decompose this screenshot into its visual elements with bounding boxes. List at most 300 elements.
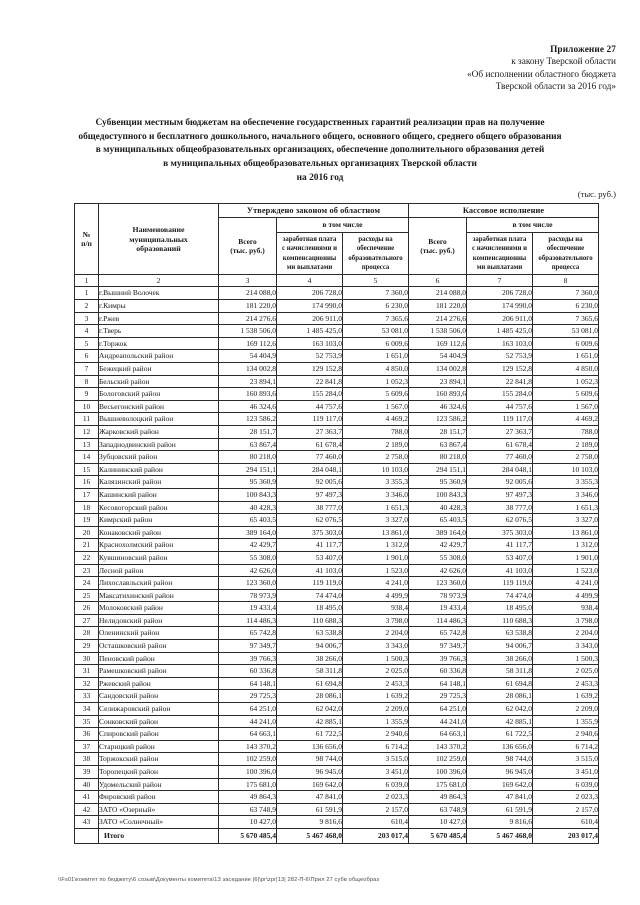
- group-header-executed: Кассовое исполнение: [409, 204, 599, 218]
- row-value-col-3: 100 396,0: [219, 766, 277, 779]
- row-value-col-5: 10 103,0: [343, 463, 409, 476]
- approved-total-l1: Всего: [238, 237, 257, 247]
- row-value-col-7: 155 284,0: [467, 388, 533, 401]
- row-number: 12: [75, 425, 99, 438]
- row-value-col-3: 19 433,4: [219, 602, 277, 615]
- colnum-6: 6: [409, 275, 467, 287]
- row-value-col-5: 4 241,0: [343, 577, 409, 590]
- row-value-col-6: 95 360,9: [409, 476, 467, 489]
- row-value-col-5: 1 500,3: [343, 652, 409, 665]
- row-value-col-6: 114 486,3: [409, 614, 467, 627]
- row-municipality-name: Селижаровский район: [99, 703, 219, 716]
- row-value-col-6: 19 433,4: [409, 602, 467, 615]
- total-value-col-6: 5 670 485,4: [409, 828, 467, 843]
- row-value-col-4: 53 407,0: [277, 551, 343, 564]
- row-value-col-7: 136 656,0: [467, 740, 533, 753]
- row-municipality-name: Вышневолоцкий район: [99, 413, 219, 426]
- table-row: [75, 438, 599, 451]
- row-value-col-7: 9 816,6: [467, 816, 533, 829]
- row-value-col-7: 58 311,8: [467, 665, 533, 678]
- col-header-number-l1: №: [82, 229, 91, 239]
- row-value-col-7: 52 753,9: [467, 350, 533, 363]
- row-number: 15: [75, 463, 99, 476]
- row-value-col-4: 61 591,9: [277, 803, 343, 816]
- row-municipality-name: Лесной район: [99, 564, 219, 577]
- row-value-col-7: 41 117,7: [467, 539, 533, 552]
- row-value-col-6: 29 725,3: [409, 690, 467, 703]
- row-value-col-8: 2 758,0: [533, 451, 599, 464]
- row-number: 18: [75, 501, 99, 514]
- row-number: 10: [75, 400, 99, 413]
- row-number: 1: [75, 287, 99, 300]
- row-municipality-name: Конаковский район: [99, 526, 219, 539]
- row-number: 7: [75, 363, 99, 376]
- row-value-col-6: 80 218,0: [409, 451, 467, 464]
- table-row: [75, 300, 599, 313]
- row-value-col-7: 63 538,8: [467, 627, 533, 640]
- table-row: [75, 703, 599, 716]
- table-row: [75, 640, 599, 653]
- approved-expenses-l2: обеспечение: [356, 245, 395, 253]
- subgroup-header-executed-incl: в том числе: [467, 218, 599, 232]
- row-value-col-4: 169 642,0: [277, 778, 343, 791]
- document-header: [316, 44, 616, 94]
- row-value-col-8: 1 312,0: [533, 539, 599, 552]
- table-row: [75, 766, 599, 779]
- row-value-col-6: 64 663,1: [409, 728, 467, 741]
- row-value-col-3: 10 427,0: [219, 816, 277, 829]
- row-value-col-5: 2 204,0: [343, 627, 409, 640]
- row-number: 23: [75, 564, 99, 577]
- table-total-row: [75, 828, 599, 843]
- row-value-col-5: 3 343,0: [343, 640, 409, 653]
- row-value-col-5: 3 346,0: [343, 488, 409, 501]
- row-number: 24: [75, 577, 99, 590]
- row-value-col-4: 110 688,3: [277, 614, 343, 627]
- row-municipality-name: Рамешковский район: [99, 665, 219, 678]
- row-value-col-7: 169 642,0: [467, 778, 533, 791]
- col-header-approved-salary: [277, 232, 343, 275]
- col-header-municipality-l3: образований: [136, 243, 181, 253]
- row-value-col-8: 938,4: [533, 602, 599, 615]
- row-value-col-7: 62 076,5: [467, 514, 533, 527]
- row-value-col-7: 27 363,7: [467, 425, 533, 438]
- row-value-col-7: 53 407,0: [467, 551, 533, 564]
- table-row: [75, 413, 599, 426]
- row-number: 9: [75, 388, 99, 401]
- row-value-col-6: 65 403,5: [409, 514, 467, 527]
- row-value-col-4: 44 757,6: [277, 400, 343, 413]
- table-row: [75, 791, 599, 804]
- table-row: [75, 425, 599, 438]
- row-value-col-3: 97 349,7: [219, 640, 277, 653]
- row-municipality-name: Максатихинский район: [99, 589, 219, 602]
- row-value-col-7: 110 688,3: [467, 614, 533, 627]
- col-header-municipality-l1: Наименование: [132, 225, 185, 235]
- row-value-col-7: 61 678,4: [467, 438, 533, 451]
- row-municipality-name: Зубцовский район: [99, 451, 219, 464]
- row-value-col-6: 123 360,0: [409, 577, 467, 590]
- approved-expenses-l1: расходы на: [358, 235, 393, 243]
- row-value-col-6: 123 586,2: [409, 413, 467, 426]
- table-row: [75, 602, 599, 615]
- title-line-3: в муниципальных общеобразовательных организациях, обеспечение дополнительного образования детей: [95, 145, 545, 156]
- row-value-col-3: 160 893,6: [219, 388, 277, 401]
- row-value-col-7: 119 119,0: [467, 577, 533, 590]
- row-value-col-5: 3 451,0: [343, 766, 409, 779]
- row-municipality-name: ЗАТО «Солнечный»: [99, 816, 219, 829]
- table-row: [75, 312, 599, 325]
- row-value-col-5: 53 081,0: [343, 325, 409, 338]
- title-line-1: Субвенции местным бюджетам на обеспечение государственных гарантий реализации прав на получение: [95, 118, 545, 128]
- row-number: 27: [75, 614, 99, 627]
- table-row: [75, 501, 599, 514]
- colnum-7: 7: [467, 275, 533, 287]
- row-value-col-3: 100 843,3: [219, 488, 277, 501]
- row-value-col-8: 2 157,0: [533, 803, 599, 816]
- appendix-number: Приложение 27: [550, 45, 616, 55]
- row-number: 14: [75, 451, 99, 464]
- row-value-col-8: 1 639,2: [533, 690, 599, 703]
- row-value-col-5: 2 157,0: [343, 803, 409, 816]
- row-value-col-7: 61 722,5: [467, 728, 533, 741]
- table-row: [75, 589, 599, 602]
- row-value-col-5: 2 758,0: [343, 451, 409, 464]
- table-row: [75, 526, 599, 539]
- row-value-col-3: 42 626,0: [219, 564, 277, 577]
- row-value-col-5: 4 499,9: [343, 589, 409, 602]
- row-value-col-4: 119 119,0: [277, 577, 343, 590]
- row-value-col-6: 175 681,0: [409, 778, 467, 791]
- row-value-col-5: 4 469,2: [343, 413, 409, 426]
- row-value-col-7: 206 911,0: [467, 312, 533, 325]
- table-row: [75, 677, 599, 690]
- row-value-col-7: 129 152,8: [467, 363, 533, 376]
- row-number: 31: [75, 665, 99, 678]
- row-value-col-6: 78 973,9: [409, 589, 467, 602]
- row-number: 21: [75, 539, 99, 552]
- executed-expenses-l3: образовательного: [538, 254, 593, 262]
- row-value-col-7: 97 497,3: [467, 488, 533, 501]
- row-value-col-4: 74 474,0: [277, 589, 343, 602]
- row-number: 11: [75, 413, 99, 426]
- row-number: 33: [75, 690, 99, 703]
- row-municipality-name: Удомельский район: [99, 778, 219, 791]
- units-note: (тыс. руб.): [577, 189, 616, 199]
- row-value-col-7: 61 694,8: [467, 677, 533, 690]
- row-municipality-name: Андреапольский район: [99, 350, 219, 363]
- table-row: [75, 514, 599, 527]
- row-value-col-5: 3 798,0: [343, 614, 409, 627]
- row-value-col-4: 27 363,7: [277, 425, 343, 438]
- row-value-col-5: 7 365,6: [343, 312, 409, 325]
- table-row: [75, 337, 599, 350]
- row-municipality-name: Спировский район: [99, 728, 219, 741]
- table-row: [75, 551, 599, 564]
- table-row: [75, 652, 599, 665]
- row-value-col-6: 42 429,7: [409, 539, 467, 552]
- row-value-col-4: 97 497,3: [277, 488, 343, 501]
- row-value-col-6: 10 427,0: [409, 816, 467, 829]
- row-number: 32: [75, 677, 99, 690]
- table-row: [75, 325, 599, 338]
- executed-salary-l1: заработная плата: [472, 235, 527, 243]
- row-value-col-6: 1 538 506,0: [409, 325, 467, 338]
- row-value-col-5: 1 567,0: [343, 400, 409, 413]
- row-value-col-8: 1 052,3: [533, 375, 599, 388]
- row-value-col-7: 74 474,0: [467, 589, 533, 602]
- row-municipality-name: Кувшиновский район: [99, 551, 219, 564]
- executed-total-l1: Всего: [428, 237, 447, 247]
- row-value-col-6: 181 220,0: [409, 300, 467, 313]
- row-value-col-8: 13 861,0: [533, 526, 599, 539]
- row-number: 25: [75, 589, 99, 602]
- header-line-law: к закону Тверской области: [511, 57, 616, 68]
- row-value-col-6: 44 241,0: [409, 715, 467, 728]
- row-value-col-6: 28 151,7: [409, 425, 467, 438]
- row-value-col-3: 23 894,1: [219, 375, 277, 388]
- executed-expenses-l4: процесса: [551, 264, 580, 272]
- row-value-col-7: 98 744,0: [467, 753, 533, 766]
- row-value-col-5: 1 651,0: [343, 350, 409, 363]
- row-number: 22: [75, 551, 99, 564]
- table-row: [75, 451, 599, 464]
- row-value-col-7: 38 266,0: [467, 652, 533, 665]
- row-value-col-8: 7 360,0: [533, 287, 599, 300]
- row-value-col-4: 62 042,0: [277, 703, 343, 716]
- row-value-col-5: 1 901,0: [343, 551, 409, 564]
- row-value-col-7: 174 990,0: [467, 300, 533, 313]
- row-value-col-7: 47 841,0: [467, 791, 533, 804]
- subventions-table-wrapper: [74, 203, 599, 844]
- row-value-col-3: 55 308,0: [219, 551, 277, 564]
- row-number: 13: [75, 438, 99, 451]
- row-number: 17: [75, 488, 99, 501]
- row-value-col-4: 58 311,8: [277, 665, 343, 678]
- row-value-col-5: 3 355,3: [343, 476, 409, 489]
- col-header-approved-total: [219, 218, 277, 275]
- row-value-col-3: 214 276,6: [219, 312, 277, 325]
- row-value-col-4: 42 885,1: [277, 715, 343, 728]
- row-number: 39: [75, 766, 99, 779]
- row-municipality-name: Сонковский район: [99, 715, 219, 728]
- row-value-col-6: 40 428,3: [409, 501, 467, 514]
- row-value-col-8: 2 025,0: [533, 665, 599, 678]
- row-number: 40: [75, 778, 99, 791]
- row-number: 30: [75, 652, 99, 665]
- row-value-col-4: 77 460,0: [277, 451, 343, 464]
- row-value-col-8: 1 651,0: [533, 350, 599, 363]
- header-line-budget: «Об исполнении областного бюджета: [467, 69, 616, 80]
- row-municipality-name: Оленинский район: [99, 627, 219, 640]
- row-value-col-6: 102 259,0: [409, 753, 467, 766]
- col-header-executed-expenses: [533, 232, 599, 275]
- row-value-col-8: 3 343,0: [533, 640, 599, 653]
- table-row: [75, 350, 599, 363]
- table-row: [75, 463, 599, 476]
- row-value-col-4: 61 722,5: [277, 728, 343, 741]
- row-value-col-8: 788,0: [533, 425, 599, 438]
- total-value-col-8: 203 017,4: [533, 828, 599, 843]
- row-value-col-5: 1 312,0: [343, 539, 409, 552]
- row-value-col-8: 3 451,0: [533, 766, 599, 779]
- row-municipality-name: Кашинский район: [99, 488, 219, 501]
- approved-total-l2: (тыс. руб.): [230, 246, 265, 256]
- row-value-col-6: 49 864,3: [409, 791, 467, 804]
- row-value-col-3: 134 002,8: [219, 363, 277, 376]
- row-value-col-3: 95 360,9: [219, 476, 277, 489]
- row-value-col-8: 2 204,0: [533, 627, 599, 640]
- row-value-col-6: 64 251,0: [409, 703, 467, 716]
- row-municipality-name: г.Вышний Волочек: [99, 287, 219, 300]
- row-value-col-8: 3 346,0: [533, 488, 599, 501]
- row-value-col-3: 29 725,3: [219, 690, 277, 703]
- row-municipality-name: Нелидовский район: [99, 614, 219, 627]
- row-value-col-4: 96 945,0: [277, 766, 343, 779]
- row-value-col-6: 65 742,8: [409, 627, 467, 640]
- row-number: 19: [75, 514, 99, 527]
- row-value-col-4: 136 656,0: [277, 740, 343, 753]
- table-body: [75, 287, 599, 844]
- table-row: [75, 740, 599, 753]
- approved-expenses-l4: процесса: [361, 264, 390, 272]
- row-value-col-7: 1 485 425,0: [467, 325, 533, 338]
- executed-salary-l4: ми выплатами: [476, 264, 523, 272]
- col-header-executed-salary: [467, 232, 533, 275]
- row-value-col-3: 39 766,3: [219, 652, 277, 665]
- row-value-col-4: 163 103,0: [277, 337, 343, 350]
- row-value-col-7: 77 460,0: [467, 451, 533, 464]
- executed-salary-l3: компенсационны: [472, 254, 527, 262]
- table-row: [75, 803, 599, 816]
- row-value-col-5: 6 714,2: [343, 740, 409, 753]
- row-value-col-8: 1 651,3: [533, 501, 599, 514]
- row-municipality-name: Бологовский район: [99, 388, 219, 401]
- row-number: 4: [75, 325, 99, 338]
- title-line-4: в муниципальных общеобразовательных организациях Тверской области: [163, 158, 477, 169]
- row-municipality-name: Краснохолмский район: [99, 539, 219, 552]
- table-row: [75, 627, 599, 640]
- row-value-col-7: 163 103,0: [467, 337, 533, 350]
- row-value-col-6: 100 396,0: [409, 766, 467, 779]
- table-row: [75, 564, 599, 577]
- table-row: [75, 778, 599, 791]
- row-value-col-4: 52 753,9: [277, 350, 343, 363]
- row-value-col-4: 63 538,8: [277, 627, 343, 640]
- executed-expenses-l1: расходы на: [548, 235, 583, 243]
- row-value-col-6: 42 626,0: [409, 564, 467, 577]
- approved-salary-l2: с начислениями и: [281, 245, 338, 253]
- row-municipality-name: Пеновский район: [99, 652, 219, 665]
- executed-salary-l2: с начислениями и: [472, 245, 528, 253]
- row-value-col-6: 389 164,0: [409, 526, 467, 539]
- row-value-col-8: 610,4: [533, 816, 599, 829]
- row-value-col-8: 4 469,2: [533, 413, 599, 426]
- row-value-col-3: 80 218,0: [219, 451, 277, 464]
- colnum-3: 3: [219, 275, 277, 287]
- row-value-col-8: 1 500,3: [533, 652, 599, 665]
- row-value-col-4: 38 777,0: [277, 501, 343, 514]
- total-value-col-3: 5 670 485,4: [219, 828, 277, 843]
- row-municipality-name: Старицкий район: [99, 740, 219, 753]
- row-municipality-name: Калининский район: [99, 463, 219, 476]
- row-value-col-5: 6 009,6: [343, 337, 409, 350]
- row-value-col-8: 2 940,6: [533, 728, 599, 741]
- row-value-col-3: 28 151,7: [219, 425, 277, 438]
- row-municipality-name: г.Торжок: [99, 337, 219, 350]
- row-value-col-7: 375 303,0: [467, 526, 533, 539]
- row-value-col-8: 3 798,0: [533, 614, 599, 627]
- row-value-col-3: 181 220,0: [219, 300, 277, 313]
- row-value-col-7: 61 591,9: [467, 803, 533, 816]
- row-value-col-5: 1 651,3: [343, 501, 409, 514]
- row-value-col-8: 7 365,6: [533, 312, 599, 325]
- row-value-col-3: 389 164,0: [219, 526, 277, 539]
- total-label: Итого: [99, 828, 219, 843]
- row-value-col-6: 143 370,2: [409, 740, 467, 753]
- row-value-col-4: 129 152,8: [277, 363, 343, 376]
- row-municipality-name: Ржевский район: [99, 677, 219, 690]
- row-value-col-5: 2 453,3: [343, 677, 409, 690]
- row-municipality-name: Сандовский район: [99, 690, 219, 703]
- row-value-col-4: 28 086,1: [277, 690, 343, 703]
- row-value-col-8: 2 189,0: [533, 438, 599, 451]
- row-value-col-5: 1 523,0: [343, 564, 409, 577]
- row-value-col-5: 4 850,0: [343, 363, 409, 376]
- row-value-col-6: 64 148,1: [409, 677, 467, 690]
- table-row: [75, 690, 599, 703]
- row-value-col-6: 39 766,3: [409, 652, 467, 665]
- row-number: 20: [75, 526, 99, 539]
- row-value-col-4: 62 076,5: [277, 514, 343, 527]
- row-value-col-5: 3 515,0: [343, 753, 409, 766]
- approved-expenses-l3: образовательного: [348, 254, 403, 262]
- row-value-col-8: 5 609,6: [533, 388, 599, 401]
- row-value-col-3: 102 259,0: [219, 753, 277, 766]
- row-value-col-5: 7 360,0: [343, 287, 409, 300]
- row-value-col-6: 54 404,9: [409, 350, 467, 363]
- row-municipality-name: г.Тверь: [99, 325, 219, 338]
- row-value-col-7: 119 117,0: [467, 413, 533, 426]
- row-value-col-4: 61 694,8: [277, 677, 343, 690]
- row-number: 37: [75, 740, 99, 753]
- row-value-col-3: 42 429,7: [219, 539, 277, 552]
- table-row: [75, 577, 599, 590]
- row-value-col-4: 119 117,0: [277, 413, 343, 426]
- row-value-col-4: 155 284,0: [277, 388, 343, 401]
- col-header-number-l2: п/п: [81, 239, 92, 249]
- row-value-col-3: 143 370,2: [219, 740, 277, 753]
- row-number: 3: [75, 312, 99, 325]
- title-line-5: на 2016 год: [296, 173, 344, 184]
- table-row: [75, 363, 599, 376]
- row-number: 41: [75, 791, 99, 804]
- row-value-col-6: 214 088,0: [409, 287, 467, 300]
- row-value-col-7: 206 728,0: [467, 287, 533, 300]
- table-row: [75, 715, 599, 728]
- approved-salary-l1: заработная плата: [282, 235, 337, 243]
- row-value-col-3: 169 112,6: [219, 337, 277, 350]
- row-value-col-6: 63 748,9: [409, 803, 467, 816]
- row-value-col-6: 100 843,3: [409, 488, 467, 501]
- row-value-col-8: 53 081,0: [533, 325, 599, 338]
- row-value-col-7: 42 885,1: [467, 715, 533, 728]
- row-value-col-6: 63 867,4: [409, 438, 467, 451]
- row-value-col-5: 2 023,3: [343, 791, 409, 804]
- row-municipality-name: Фировский район: [99, 791, 219, 804]
- row-value-col-8: 6 039,0: [533, 778, 599, 791]
- row-value-col-4: 61 678,4: [277, 438, 343, 451]
